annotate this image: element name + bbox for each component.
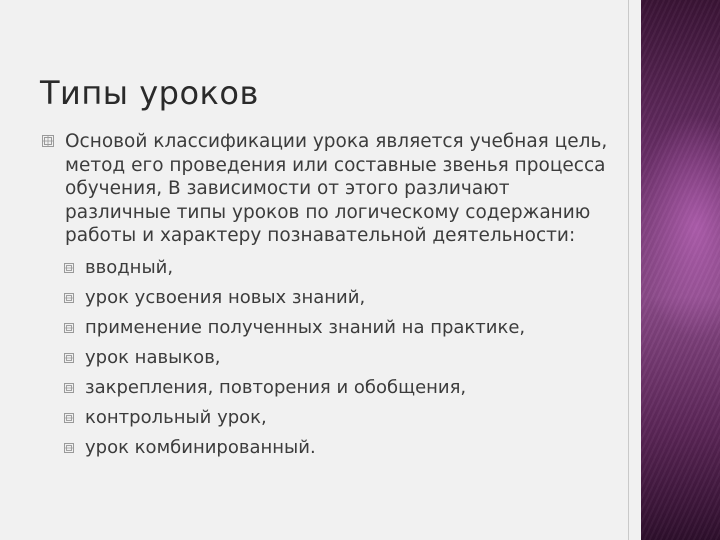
intro-bullet [42, 130, 612, 248]
intro-text: Основой классификации урока является учебная цель, метод его проведения или составные звенья процесса обучения, В зависимости от этого различают различные типы уроков по логическому содержанию работы и характеру познавательной деятельности: [65, 131, 608, 246]
square-bullet-icon [64, 353, 74, 363]
list-item [64, 433, 612, 463]
list-item-text: закрепления, повторения и обобщения, [85, 376, 467, 398]
list-item [64, 283, 612, 313]
panel-divider [628, 0, 629, 540]
list-item-text: урок навыков, [85, 346, 221, 368]
list-item-text: контрольный урок, [85, 406, 267, 428]
list-item-text: вводный, [85, 256, 174, 278]
square-bullet-icon [64, 323, 74, 333]
list-item [64, 253, 612, 283]
lesson-types-list [42, 253, 612, 463]
list-item [64, 373, 612, 403]
square-bullet-icon [64, 443, 74, 453]
slide-title: Типы уроков [40, 74, 259, 112]
list-item [64, 313, 612, 343]
list-item-text: урок усвоения новых знаний, [85, 286, 366, 308]
square-bullet-icon [64, 383, 74, 393]
square-bullet-icon [64, 293, 74, 303]
list-item [64, 343, 612, 373]
list-item-text: применение полученных знаний на практике, [85, 316, 526, 338]
list-item [64, 403, 612, 433]
slide-content [42, 130, 612, 463]
list-item-text: урок комбинированный. [85, 436, 316, 458]
decorative-side-panel [641, 0, 720, 540]
square-bullet-icon [42, 135, 54, 147]
square-bullet-icon [64, 263, 74, 273]
square-bullet-icon [64, 413, 74, 423]
